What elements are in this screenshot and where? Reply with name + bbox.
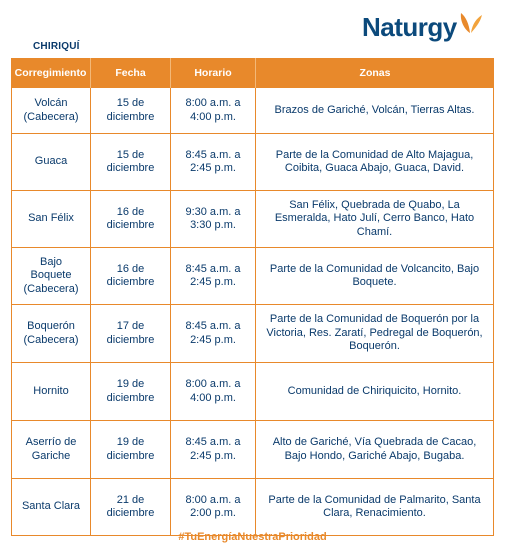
logo-text: Naturgy [362,12,457,42]
table-row [11,248,494,305]
table-row [11,479,494,536]
hashtag-footer: #TuEnergíaNuestraPrioridad [178,531,327,543]
cell-horario: 8:00 a.m. a 4:00 p.m. [171,88,256,134]
cell-fecha: 16 de diciembre [91,248,171,305]
region-title: CHIRIQUÍ [33,41,80,52]
cell-corregimiento: Aserrío de Gariche [11,421,91,479]
cell-horario: 8:00 a.m. a 4:00 p.m. [171,363,256,421]
naturgy-logo [362,12,484,43]
table-row [11,363,494,421]
cell-horario: 8:45 a.m. a 2:45 p.m. [171,305,256,363]
cell-corregimiento: Santa Clara [11,479,91,536]
cell-zonas: Parte de la Comunidad de Volcancito, Bajo Boquete. [256,248,494,305]
header-horario: Horario [171,58,256,88]
cell-horario: 9:30 a.m. a 3:30 p.m. [171,191,256,248]
cell-fecha: 15 de diciembre [91,134,171,191]
cell-fecha: 21 de diciembre [91,479,171,536]
cell-corregimiento: Hornito [11,363,91,421]
butterfly-icon [458,11,484,35]
header-corregimiento: Corregimiento [11,58,91,88]
table-row [11,134,494,191]
table-row [11,305,494,363]
cell-corregimiento: Volcán (Cabecera) [11,88,91,134]
cell-fecha: 17 de diciembre [91,305,171,363]
cell-horario: 8:45 a.m. a 2:45 p.m. [171,248,256,305]
cell-zonas: Alto de Gariché, Vía Quebrada de Cacao, Bajo Hondo, Gariché Abajo, Bugaba. [256,421,494,479]
header-fecha: Fecha [91,58,171,88]
schedule-table [11,58,494,536]
cell-horario: 8:00 a.m. a 2:00 p.m. [171,479,256,536]
header-zonas: Zonas [256,58,494,88]
table-row [11,421,494,479]
cell-zonas: Parte de la Comunidad de Boquerón por la Victoria, Res. Zaratí, Pedregal de Boquerón, Boquerón. [256,305,494,363]
cell-fecha: 16 de diciembre [91,191,171,248]
table-header-row [11,58,494,88]
cell-zonas: Brazos de Gariché, Volcán, Tierras Altas. [256,88,494,134]
cell-corregimiento: Guaca [11,134,91,191]
cell-corregimiento: Bajo Boquete (Cabecera) [11,248,91,305]
cell-fecha: 15 de diciembre [91,88,171,134]
cell-corregimiento: Boquerón (Cabecera) [11,305,91,363]
table-row [11,191,494,248]
cell-fecha: 19 de diciembre [91,363,171,421]
cell-zonas: Comunidad de Chiriquicito, Hornito. [256,363,494,421]
cell-corregimiento: San Félix [11,191,91,248]
cell-zonas: Parte de la Comunidad de Palmarito, Santa Clara, Renacimiento. [256,479,494,536]
cell-fecha: 19 de diciembre [91,421,171,479]
cell-horario: 8:45 a.m. a 2:45 p.m. [171,421,256,479]
cell-zonas: Parte de la Comunidad de Alto Majagua, Coibita, Guaca Abajo, Guaca, David. [256,134,494,191]
table-row [11,88,494,134]
cell-zonas: San Félix, Quebrada de Quabo, La Esmeralda, Hato Julí, Cerro Banco, Hato Chamí. [256,191,494,248]
cell-horario: 8:45 a.m. a 2:45 p.m. [171,134,256,191]
